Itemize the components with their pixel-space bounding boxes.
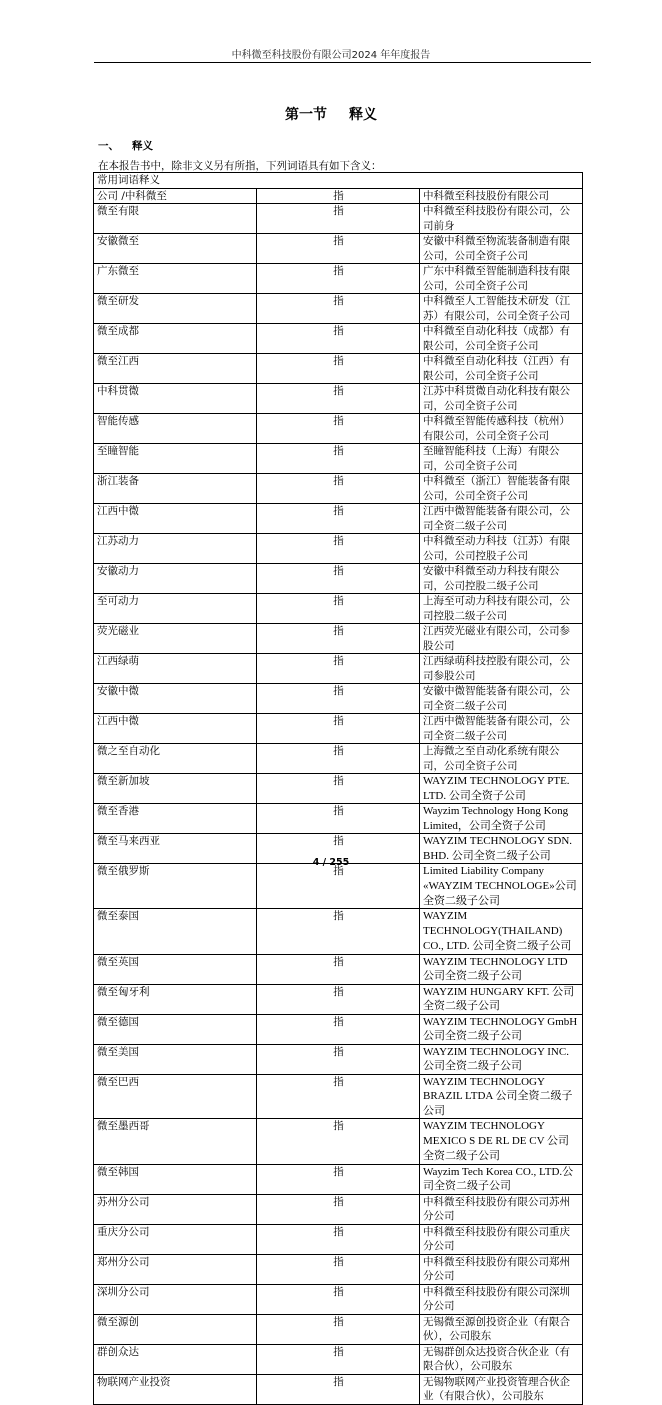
table-row bbox=[94, 1254, 583, 1284]
table-row bbox=[94, 324, 583, 354]
page-header: 中科微至科技股份有限公司2024 年年度报告 bbox=[231, 50, 431, 61]
term-cell: 中科贯微 bbox=[94, 384, 257, 414]
term-cell: 微至墨西哥 bbox=[94, 1119, 257, 1164]
meaning-cell: 中科微至科技股份有限公司重庆分公司 bbox=[420, 1224, 583, 1254]
pointer-cell: 指 bbox=[257, 1314, 420, 1344]
meaning-cell: 中科微至（浙江）智能装备有限公司，公司全资子公司 bbox=[420, 474, 583, 504]
term-cell: 荧光磁业 bbox=[94, 624, 257, 654]
table-row bbox=[94, 384, 583, 414]
pointer-cell: 指 bbox=[257, 909, 420, 954]
term-cell: 江西中微 bbox=[94, 504, 257, 534]
term-cell: 智能传感 bbox=[94, 414, 257, 444]
table-row bbox=[94, 1044, 583, 1074]
term-cell: 微至巴西 bbox=[94, 1074, 257, 1119]
table-row bbox=[94, 774, 583, 804]
pointer-cell: 指 bbox=[257, 594, 420, 624]
meaning-cell: WAYZIM TECHNOLOGY INC. 公司全资二级子公司 bbox=[420, 1044, 583, 1074]
table-row bbox=[94, 684, 583, 714]
subsection-number: 一、 bbox=[98, 140, 119, 152]
pointer-cell: 指 bbox=[257, 684, 420, 714]
table-row bbox=[94, 954, 583, 984]
term-cell: 微至俄罗斯 bbox=[94, 864, 257, 909]
meaning-cell: 中科微至科技股份有限公司郑州分公司 bbox=[420, 1254, 583, 1284]
meaning-cell: WAYZIM TECHNOLOGY MEXICO S DE RL DE CV 公司全资二级子公司 bbox=[420, 1119, 583, 1164]
table-row bbox=[94, 984, 583, 1014]
term-cell: 微之至自动化 bbox=[94, 744, 257, 774]
meaning-cell: 江西绿萌科技控股有限公司，公司参股公司 bbox=[420, 654, 583, 684]
pointer-cell: 指 bbox=[257, 504, 420, 534]
meaning-cell: 江西中微智能装备有限公司，公司全资二级子公司 bbox=[420, 504, 583, 534]
term-cell: 江西中微 bbox=[94, 714, 257, 744]
term-cell: 微至有限 bbox=[94, 204, 257, 234]
meaning-cell: Wayzim Technology Hong Kong Limited，公司全资子公司 bbox=[420, 804, 583, 834]
pointer-cell: 指 bbox=[257, 1374, 420, 1404]
pointer-cell: 指 bbox=[257, 1014, 420, 1044]
term-cell: 微至韩国 bbox=[94, 1164, 257, 1194]
term-cell: 微至源创 bbox=[94, 1314, 257, 1344]
meaning-cell: 中科微至自动化科技（成都）有限公司，公司全资子公司 bbox=[420, 324, 583, 354]
term-cell: 苏州分公司 bbox=[94, 1194, 257, 1224]
table-row bbox=[94, 1014, 583, 1044]
pointer-cell: 指 bbox=[257, 654, 420, 684]
header-divider bbox=[94, 62, 591, 63]
pointer-cell: 指 bbox=[257, 1284, 420, 1314]
definitions-table bbox=[93, 172, 583, 1405]
meaning-cell: WAYZIM HUNGARY KFT. 公司全资二级子公司 bbox=[420, 984, 583, 1014]
meaning-cell: WAYZIM TECHNOLOGY GmbH 公司全资二级子公司 bbox=[420, 1014, 583, 1044]
term-cell: 安徽动力 bbox=[94, 564, 257, 594]
table-row bbox=[94, 1284, 583, 1314]
table-row bbox=[94, 188, 583, 204]
term-cell: 微至研发 bbox=[94, 294, 257, 324]
section-name: 释义 bbox=[349, 107, 377, 123]
table-row bbox=[94, 654, 583, 684]
pointer-cell: 指 bbox=[257, 774, 420, 804]
table-row bbox=[94, 714, 583, 744]
pointer-cell: 指 bbox=[257, 474, 420, 504]
pointer-cell: 指 bbox=[257, 1074, 420, 1119]
pointer-cell: 指 bbox=[257, 714, 420, 744]
pointer-cell: 指 bbox=[257, 384, 420, 414]
term-cell: 微至新加坡 bbox=[94, 774, 257, 804]
term-cell: 微至江西 bbox=[94, 354, 257, 384]
meaning-cell: WAYZIM TECHNOLOGY BRAZIL LTDA 公司全资二级子公司 bbox=[420, 1074, 583, 1119]
pointer-cell: 指 bbox=[257, 204, 420, 234]
term-cell: 江苏动力 bbox=[94, 534, 257, 564]
pointer-cell: 指 bbox=[257, 264, 420, 294]
pointer-cell: 指 bbox=[257, 1164, 420, 1194]
term-cell: 物联网产业投资 bbox=[94, 1374, 257, 1404]
table-row bbox=[94, 534, 583, 564]
section-number: 第一节 bbox=[285, 107, 327, 123]
term-cell: 深圳分公司 bbox=[94, 1284, 257, 1314]
meaning-cell: 中科微至智能传感科技（杭州）有限公司，公司全资子公司 bbox=[420, 414, 583, 444]
meaning-cell: 中科微至科技股份有限公司，公司前身 bbox=[420, 204, 583, 234]
table-row bbox=[94, 744, 583, 774]
table-row bbox=[94, 1164, 583, 1194]
table-row bbox=[94, 1074, 583, 1119]
table-row bbox=[94, 354, 583, 384]
pointer-cell: 指 bbox=[257, 744, 420, 774]
meaning-cell: Limited Liability Company «WAYZIM TECHNOLOGE»公司全资二级子公司 bbox=[420, 864, 583, 909]
term-cell: 郑州分公司 bbox=[94, 1254, 257, 1284]
page-number: 4 / 255 bbox=[312, 857, 350, 868]
term-cell: 微至香港 bbox=[94, 804, 257, 834]
term-cell: 至瞳智能 bbox=[94, 444, 257, 474]
meaning-cell: WAYZIM TECHNOLOGY LTD 公司全资二级子公司 bbox=[420, 954, 583, 984]
pointer-cell: 指 bbox=[257, 534, 420, 564]
meaning-cell: 上海至可动力科技有限公司，公司控股二级子公司 bbox=[420, 594, 583, 624]
pointer-cell: 指 bbox=[257, 234, 420, 264]
term-cell: 微至成都 bbox=[94, 324, 257, 354]
table-row bbox=[94, 1344, 583, 1374]
meaning-cell: WAYZIM TECHNOLOGY SDN. BHD. 公司全资二级子公司 bbox=[420, 834, 583, 864]
table-row bbox=[94, 444, 583, 474]
meaning-cell: 中科微至动力科技（江苏）有限公司，公司控股子公司 bbox=[420, 534, 583, 564]
term-cell: 江西绿萌 bbox=[94, 654, 257, 684]
pointer-cell: 指 bbox=[257, 414, 420, 444]
pointer-cell: 指 bbox=[257, 188, 420, 204]
pointer-cell: 指 bbox=[257, 324, 420, 354]
pointer-cell: 指 bbox=[257, 564, 420, 594]
table-row bbox=[94, 414, 583, 444]
pointer-cell: 指 bbox=[257, 444, 420, 474]
meaning-cell: 无锡微至源创投资企业（有限合伙），公司股东 bbox=[420, 1314, 583, 1344]
term-cell: 微至美国 bbox=[94, 1044, 257, 1074]
pointer-cell: 指 bbox=[257, 1044, 420, 1074]
term-cell: 微至马来西亚 bbox=[94, 834, 257, 864]
term-cell: 安徽微至 bbox=[94, 234, 257, 264]
meaning-cell: 中科微至科技股份有限公司苏州分公司 bbox=[420, 1194, 583, 1224]
meaning-cell: 安徽中科微至动力科技有限公司，公司控股二级子公司 bbox=[420, 564, 583, 594]
meaning-cell: 上海微之至自动化系统有限公司，公司全资子公司 bbox=[420, 744, 583, 774]
table-row bbox=[94, 1119, 583, 1164]
table-row bbox=[94, 1314, 583, 1344]
term-cell: 安徽中微 bbox=[94, 684, 257, 714]
meaning-cell: Wayzim Tech Korea CO., LTD.公司全资二级子公司 bbox=[420, 1164, 583, 1194]
meaning-cell: 江西荧光磁业有限公司，公司参股公司 bbox=[420, 624, 583, 654]
pointer-cell: 指 bbox=[257, 1194, 420, 1224]
table-row bbox=[94, 594, 583, 624]
pointer-cell: 指 bbox=[257, 1254, 420, 1284]
meaning-cell: 广东中科微至智能制造科技有限公司，公司全资子公司 bbox=[420, 264, 583, 294]
meaning-cell: 中科微至自动化科技（江西）有限公司，公司全资子公司 bbox=[420, 354, 583, 384]
meaning-cell: 中科微至人工智能技术研发（江苏）有限公司，公司全资子公司 bbox=[420, 294, 583, 324]
pointer-cell: 指 bbox=[257, 954, 420, 984]
section-title bbox=[0, 104, 662, 124]
pointer-cell: 指 bbox=[257, 804, 420, 834]
pointer-cell: 指 bbox=[257, 1344, 420, 1374]
table-row bbox=[94, 1374, 583, 1404]
table-caption: 常用词语释义 bbox=[94, 173, 583, 189]
table-row bbox=[94, 204, 583, 234]
meaning-cell: 无锡群创众达投资合伙企业（有限合伙），公司股东 bbox=[420, 1344, 583, 1374]
pointer-cell: 指 bbox=[257, 354, 420, 384]
meaning-cell: 安徽中科微至物流装备制造有限公司，公司全资子公司 bbox=[420, 234, 583, 264]
subsection-heading bbox=[98, 138, 153, 153]
term-cell: 公司 /中科微至 bbox=[94, 188, 257, 204]
meaning-cell: 江西中微智能装备有限公司，公司全资二级子公司 bbox=[420, 714, 583, 744]
pointer-cell: 指 bbox=[257, 624, 420, 654]
pointer-cell: 指 bbox=[257, 834, 420, 864]
meaning-cell: 安徽中微智能装备有限公司，公司全资二级子公司 bbox=[420, 684, 583, 714]
table-row bbox=[94, 264, 583, 294]
table-row bbox=[94, 294, 583, 324]
meaning-cell: 江苏中科贯微自动化科技有限公司，公司全资子公司 bbox=[420, 384, 583, 414]
term-cell: 重庆分公司 bbox=[94, 1224, 257, 1254]
pointer-cell: 指 bbox=[257, 864, 420, 909]
table-row bbox=[94, 804, 583, 834]
table-row bbox=[94, 864, 583, 909]
table-row bbox=[94, 564, 583, 594]
table-row bbox=[94, 624, 583, 654]
table-row bbox=[94, 504, 583, 534]
table-row bbox=[94, 1224, 583, 1254]
term-cell: 浙江装备 bbox=[94, 474, 257, 504]
meaning-cell: 中科微至科技股份有限公司 bbox=[420, 188, 583, 204]
table-caption-row bbox=[94, 173, 583, 189]
intro-text: 在本报告书中，除非文义另有所指，下列词语具有如下含义： bbox=[98, 160, 382, 172]
pointer-cell: 指 bbox=[257, 294, 420, 324]
term-cell: 微至泰国 bbox=[94, 909, 257, 954]
term-cell: 广东微至 bbox=[94, 264, 257, 294]
table-row bbox=[94, 474, 583, 504]
term-cell: 至可动力 bbox=[94, 594, 257, 624]
subsection-title: 释义 bbox=[132, 140, 153, 152]
term-cell: 微至德国 bbox=[94, 1014, 257, 1044]
term-cell: 群创众达 bbox=[94, 1344, 257, 1374]
term-cell: 微至英国 bbox=[94, 954, 257, 984]
meaning-cell: WAYZIM TECHNOLOGY PTE. LTD. 公司全资子公司 bbox=[420, 774, 583, 804]
meaning-cell: 至瞳智能科技（上海）有限公司，公司全资子公司 bbox=[420, 444, 583, 474]
table-row bbox=[94, 1194, 583, 1224]
meaning-cell: 中科微至科技股份有限公司深圳分公司 bbox=[420, 1284, 583, 1314]
term-cell: 微至匈牙利 bbox=[94, 984, 257, 1014]
meaning-cell: 无锡物联网产业投资管理合伙企业（有限合伙），公司股东 bbox=[420, 1374, 583, 1404]
pointer-cell: 指 bbox=[257, 1119, 420, 1164]
meaning-cell: WAYZIM TECHNOLOGY(THAILAND) CO., LTD. 公司全资二级子公司 bbox=[420, 909, 583, 954]
table-row bbox=[94, 909, 583, 954]
pointer-cell: 指 bbox=[257, 1224, 420, 1254]
pointer-cell: 指 bbox=[257, 984, 420, 1014]
table-row bbox=[94, 234, 583, 264]
